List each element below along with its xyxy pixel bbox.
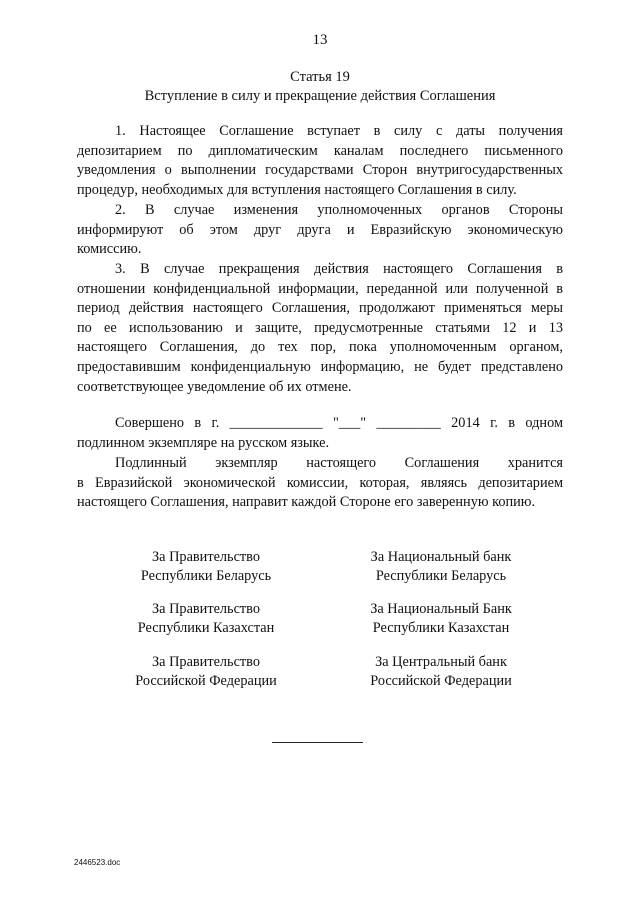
text-line: 1. Настоящее Соглашение вступает в силу с даты получения <box>115 123 563 139</box>
signatory-government-kazakhstan: За Правительство Республики Казахстан <box>137 601 275 636</box>
page-number: 13 <box>312 32 328 48</box>
text-line: по ее использованию и защите, предусмотренные статьями 12 и 13 <box>77 319 563 336</box>
text-line: комиссию. <box>77 241 142 258</box>
signatory-bank-belarus: За Национальный банк Республики Беларусь <box>370 549 512 584</box>
text-line: период действия настоящего Соглашения, продолжают применяться меры <box>77 300 563 317</box>
paragraph-1 <box>77 122 563 200</box>
footer-filename: 2446523.doc <box>74 858 121 867</box>
text-line: 3. В случае прекращения действия настоящего Соглашения в <box>115 261 563 277</box>
text-line: подлинном экземпляре на русском языке. <box>77 434 330 451</box>
text-line: 2. В случае изменения уполномоченных органов Стороны <box>115 202 563 218</box>
paragraph-2 <box>77 201 563 260</box>
article-title: Статья 19 <box>290 69 350 85</box>
text-line: предоставившим конфиденциальную информацию, не будет представлено <box>77 358 563 375</box>
text-line: соответствующее уведомление об их отмене. <box>77 378 352 395</box>
text-line: отношении конфиденциальной информации, переданной или полученной в <box>77 280 563 297</box>
paragraph-3 <box>77 260 563 397</box>
text-line: уведомления о выполнении государствами Сторон внутригосударственных <box>77 162 563 179</box>
signatory-government-belarus: За Правительство Республики Беларусь <box>140 549 272 584</box>
text-line: настоящего Соглашения, до тех пор, пока уполномоченным органом, <box>77 339 563 356</box>
text-line: информируют об этом друг друга и Евразийскую экономическую <box>77 221 563 238</box>
paragraph-signed-at <box>77 414 563 453</box>
signatory-government-russia: За Правительство Российской Федерации <box>135 654 277 689</box>
signatory-bank-kazakhstan: За Национальный Банк Республики Казахстан <box>370 601 512 636</box>
text-line: Совершено в г. _____________ "___" _________ 2014 г. в одном <box>115 415 563 431</box>
text-line: процедур, необходимых для вступления настоящего Соглашения в силу. <box>77 181 517 198</box>
text-line: Подлинный экземпляр настоящего Соглашения хранится <box>115 455 563 471</box>
text-line: депозитарием по дипломатическим каналам последнего письменного <box>77 142 563 159</box>
signatory-bank-russia: За Центральный банк Российской Федерации <box>370 654 512 689</box>
text-line: в Евразийской экономической комиссии, которая, являясь депозитарием <box>77 474 563 491</box>
text-line: настоящего Соглашения, направит каждой Стороне его заверенную копию. <box>77 494 536 511</box>
paragraph-depositary <box>77 454 563 513</box>
end-rule <box>272 742 363 743</box>
article-subtitle: Вступление в силу и прекращение действия Соглашения <box>144 88 496 104</box>
